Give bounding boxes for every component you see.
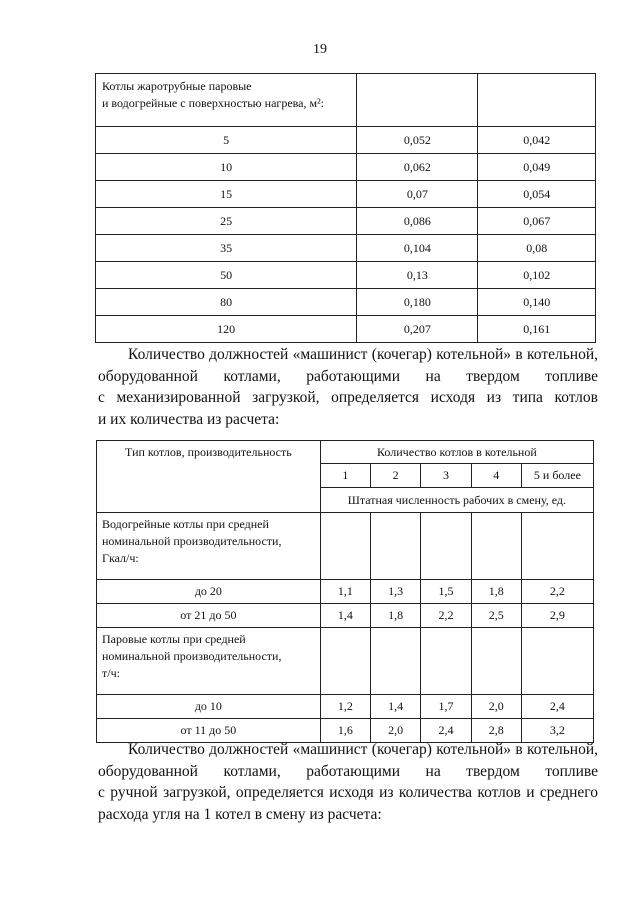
area-cell: 50 (96, 262, 357, 289)
value-cell: 0,054 (478, 181, 596, 208)
value-cell: 0,180 (357, 289, 478, 316)
area-cell: 120 (96, 316, 357, 343)
value-cell: 2,8 (471, 719, 521, 743)
empty-cell (421, 628, 471, 695)
value-cell: 0,086 (357, 208, 478, 235)
paragraph-manual-loading (98, 739, 598, 825)
count-header-cell: 3 (421, 464, 471, 488)
value-cell: 2,2 (421, 604, 471, 628)
value-cell: 1,4 (320, 604, 370, 628)
paragraph-line: расхода угля на 1 котел в смену из расчета: (98, 805, 382, 823)
group-label-line: Гкал/ч: (102, 551, 139, 565)
empty-cell (320, 628, 370, 695)
area-cell: 35 (96, 235, 357, 262)
value-cell: 0,052 (357, 127, 478, 154)
paragraph-line: с механизированной загрузкой, определяется исходя из типа котлов (98, 389, 598, 406)
group-label-line: номинальной производительности, (102, 649, 282, 663)
value-cell: 2,4 (521, 695, 593, 719)
group-label-line: Водогрейные котлы при средней (102, 517, 269, 531)
value-cell: 1,8 (471, 580, 521, 604)
table-row (96, 316, 596, 343)
empty-cell (521, 513, 593, 580)
table-row (96, 289, 596, 316)
value-cell: 1,7 (421, 695, 471, 719)
value-cell: 0,08 (478, 235, 596, 262)
value-cell: 0,207 (357, 316, 478, 343)
value-cell: 0,062 (357, 154, 478, 181)
value-cell: 1,4 (371, 695, 421, 719)
row-label-cell: до 10 (97, 695, 321, 719)
header-staff-cell: Штатная численность рабочих в смену, ед. (320, 488, 593, 513)
header-empty-cell (478, 74, 596, 127)
header-text-line: Котлы жаротрубные паровые (102, 79, 252, 93)
value-cell: 0,049 (478, 154, 596, 181)
paragraph-line: и их количества из расчета: (98, 410, 280, 428)
empty-cell (371, 628, 421, 695)
table-header-row (97, 441, 594, 464)
table-row (96, 154, 596, 181)
table-row (97, 695, 594, 719)
group-label-cell (97, 628, 321, 695)
table-header-row (96, 74, 596, 127)
header-text-line: и водогрейные с поверхностью нагрева, м²: (102, 96, 324, 110)
boiler-coefficient-table (95, 73, 596, 343)
empty-cell (320, 513, 370, 580)
value-cell: 0,102 (478, 262, 596, 289)
value-cell: 2,2 (521, 580, 593, 604)
value-cell: 1,6 (320, 719, 370, 743)
header-cell (96, 74, 357, 127)
value-cell: 3,2 (521, 719, 593, 743)
value-cell: 1,1 (320, 580, 370, 604)
empty-cell (471, 513, 521, 580)
group-label-line: Паровые котлы при средней (102, 632, 246, 646)
paragraph-line: с ручной загрузкой, определяется исходя из количества котлов и среднего (98, 784, 598, 801)
area-cell: 80 (96, 289, 357, 316)
area-cell: 10 (96, 154, 357, 181)
row-label-cell: от 11 до 50 (97, 719, 321, 743)
row-label-cell: до 20 (97, 580, 321, 604)
value-cell: 0,07 (357, 181, 478, 208)
area-cell: 5 (96, 127, 357, 154)
value-cell: 2,5 (471, 604, 521, 628)
area-cell: 15 (96, 181, 357, 208)
paragraph-mechanized-loading (98, 344, 598, 430)
paragraph-line: Количество должностей «машинист (кочегар) котельной» в котельной, (128, 346, 598, 363)
table-row (97, 580, 594, 604)
count-header-cell: 5 и более (521, 464, 593, 488)
value-cell: 0,140 (478, 289, 596, 316)
table-row (96, 181, 596, 208)
table-row (96, 208, 596, 235)
table-row (96, 262, 596, 289)
staffing-table (96, 440, 594, 743)
value-cell: 2,9 (521, 604, 593, 628)
header-type-cell: Тип котлов, производительность (97, 441, 321, 513)
row-label-cell: от 21 до 50 (97, 604, 321, 628)
value-cell: 2,4 (421, 719, 471, 743)
empty-cell (371, 513, 421, 580)
value-cell: 2,0 (371, 719, 421, 743)
paragraph-line: оборудованной котлами, работающими на твердом топливе (98, 762, 598, 780)
table-row (96, 127, 596, 154)
value-cell: 1,8 (371, 604, 421, 628)
group-label-line: т/ч: (102, 666, 120, 680)
table-row (96, 235, 596, 262)
group-label-cell (97, 513, 321, 580)
empty-cell (421, 513, 471, 580)
table-group-row (97, 628, 594, 695)
header-count-cell: Количество котлов в котельной (320, 441, 593, 464)
value-cell: 0,13 (357, 262, 478, 289)
value-cell: 1,3 (371, 580, 421, 604)
count-header-cell: 2 (371, 464, 421, 488)
group-label-line: номинальной производительности, (102, 534, 282, 548)
area-cell: 25 (96, 208, 357, 235)
count-header-cell: 1 (320, 464, 370, 488)
empty-cell (521, 628, 593, 695)
empty-cell (471, 628, 521, 695)
paragraph-line: оборудованной котлами, работающими на твердом топливе (98, 367, 598, 385)
paragraph-line: Количество должностей «машинист (кочегар) котельной» в котельной, (128, 741, 598, 758)
value-cell: 0,104 (357, 235, 478, 262)
value-cell: 2,0 (471, 695, 521, 719)
header-empty-cell (357, 74, 478, 127)
page-number: 19 (313, 42, 327, 57)
table-row (97, 604, 594, 628)
count-header-cell: 4 (471, 464, 521, 488)
value-cell: 0,042 (478, 127, 596, 154)
value-cell: 1,2 (320, 695, 370, 719)
value-cell: 0,161 (478, 316, 596, 343)
value-cell: 0,067 (478, 208, 596, 235)
table-group-row (97, 513, 594, 580)
value-cell: 1,5 (421, 580, 471, 604)
